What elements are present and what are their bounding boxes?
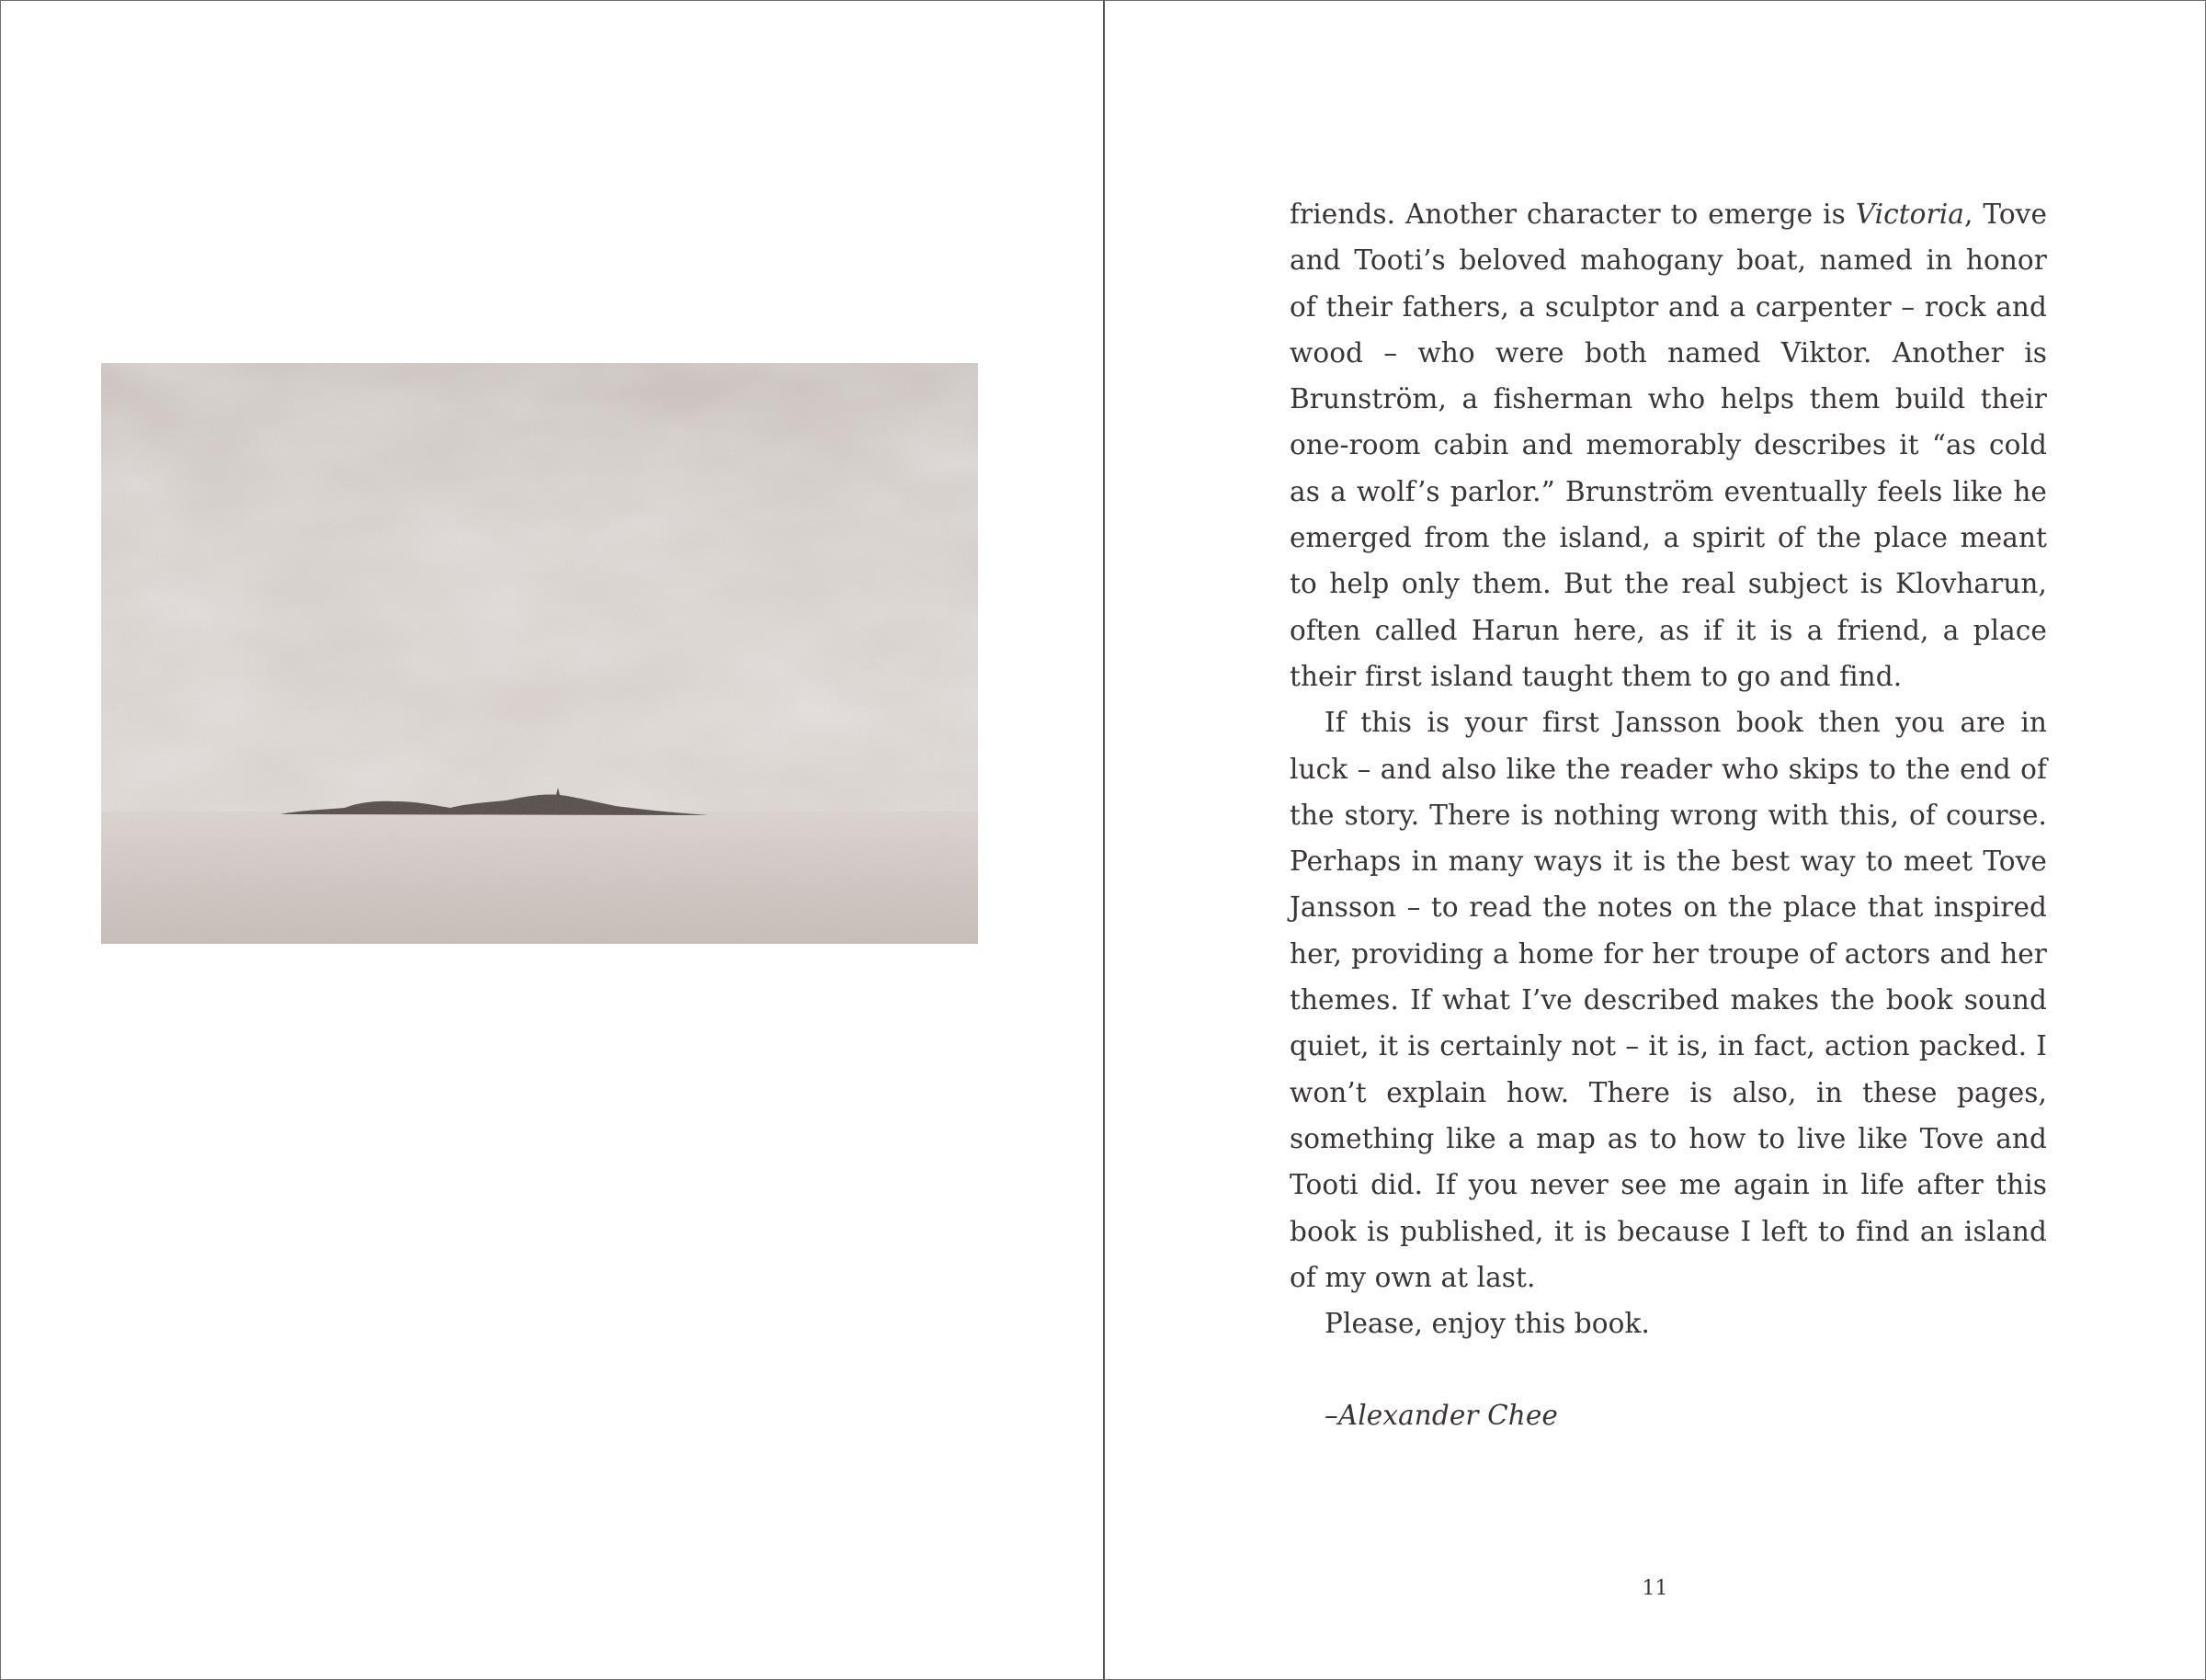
right-page: [1104, 0, 2206, 1680]
body-text: [1290, 191, 2047, 1439]
author-signature: –Alexander Chee: [1325, 1400, 1558, 1432]
paragraph-1-rest: , Tove and Tooti’s beloved mahogany boat, named in honor of their fathers, a sculptor and a carpenter – rock and wood – who were both named Viktor. Another is Brunström, a fisherman who helps them build their one-room cabin and memorably describes it “as cold as a wolf’s parlor.” Brunström eventually feels like he emerged from the island, a spirit of the place meant to help only them. But the real subject is Klovharun, often called Harun here, as if it is a friend, a place their first island taught them to go and find.: [1290, 199, 2048, 692]
boat-name-italic: Victoria: [1855, 199, 1964, 230]
paragraph-3: Please, enjoy this book.: [1325, 1308, 1650, 1340]
island-photo: [101, 363, 978, 944]
paragraph-1: [1290, 191, 2047, 699]
paragraph-2: If this is your first Jansson book then you are in luck – and also like the reader who skips to the end of the story. There is nothing wrong with this, of course. Perhaps in many ways it is the best way to meet Tove Jansson – to read the notes on the place that inspired her, providing a home for her troupe of actors and her themes. If what I’ve described makes the book sound quiet, it is certainly not – it is, in fact, action packed. I won’t explain how. There is also, in these pages, something like a map as to how to live like Tove and Tooti did. If you never see me again in life after this book is published, it is because I left to find an island of my own at last.: [1290, 707, 2047, 1293]
paragraph-1-start: friends. Another character to emerge is: [1290, 199, 1856, 230]
island-on-horizon-icon: [101, 363, 978, 944]
page-number: 11: [1642, 1577, 1668, 1600]
